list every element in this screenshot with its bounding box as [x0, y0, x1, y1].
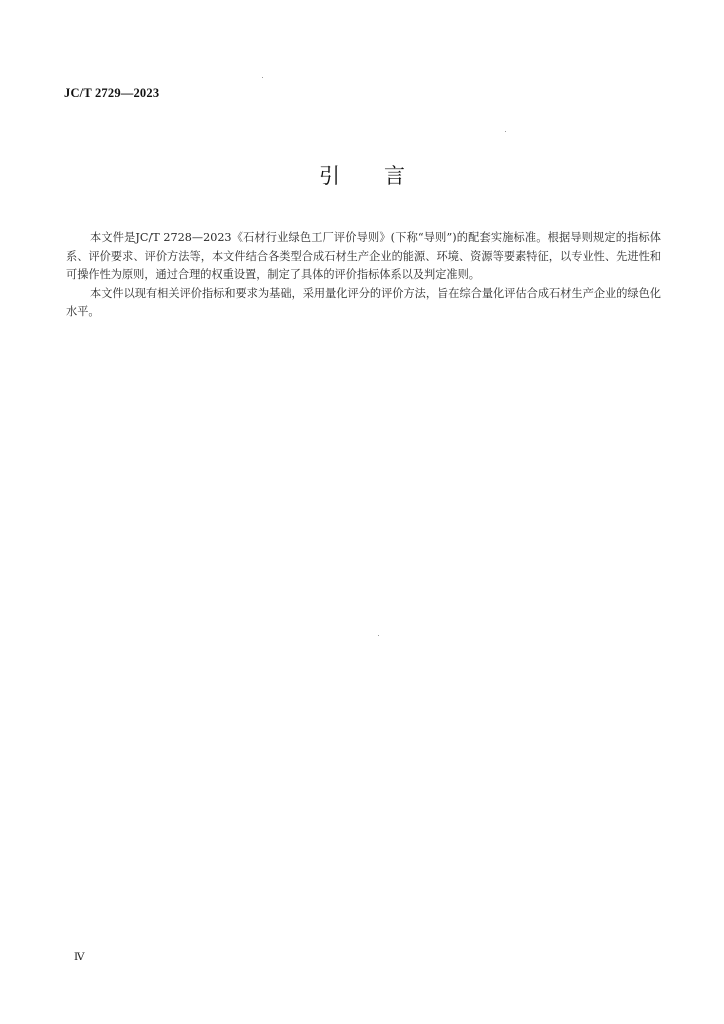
- page-number: Ⅳ: [74, 952, 85, 963]
- scan-speck: [378, 635, 379, 636]
- scan-speck: [505, 131, 506, 132]
- standard-code-header: JC/T 2729—2023: [64, 86, 160, 100]
- paragraph-2: 本文件以现有相关评价指标和要求为基础，采用量化评分的评价方法，旨在综合量化评估合成石材生产企业的绿色化水平。: [66, 286, 661, 318]
- scan-speck: [262, 77, 263, 78]
- title-char-1: 引: [319, 164, 340, 188]
- page-title: [0, 160, 724, 190]
- paragraph-1: 本文件是JC/T 2728—2023《石材行业绿色工厂评价导则》(下称“导则”)的配套实施标准。根据导则规定的指标体系、评价要求、评价方法等，本文件结合各类型合成石材生产企业的能源、环境、资源等要素特征，以专业性、先进性和可操作性为原则，通过合理的权重设置，制定了具体的评价指标体系以及判定准则。: [66, 231, 661, 281]
- introduction-body: [66, 229, 661, 322]
- title-char-2: 言: [384, 164, 405, 188]
